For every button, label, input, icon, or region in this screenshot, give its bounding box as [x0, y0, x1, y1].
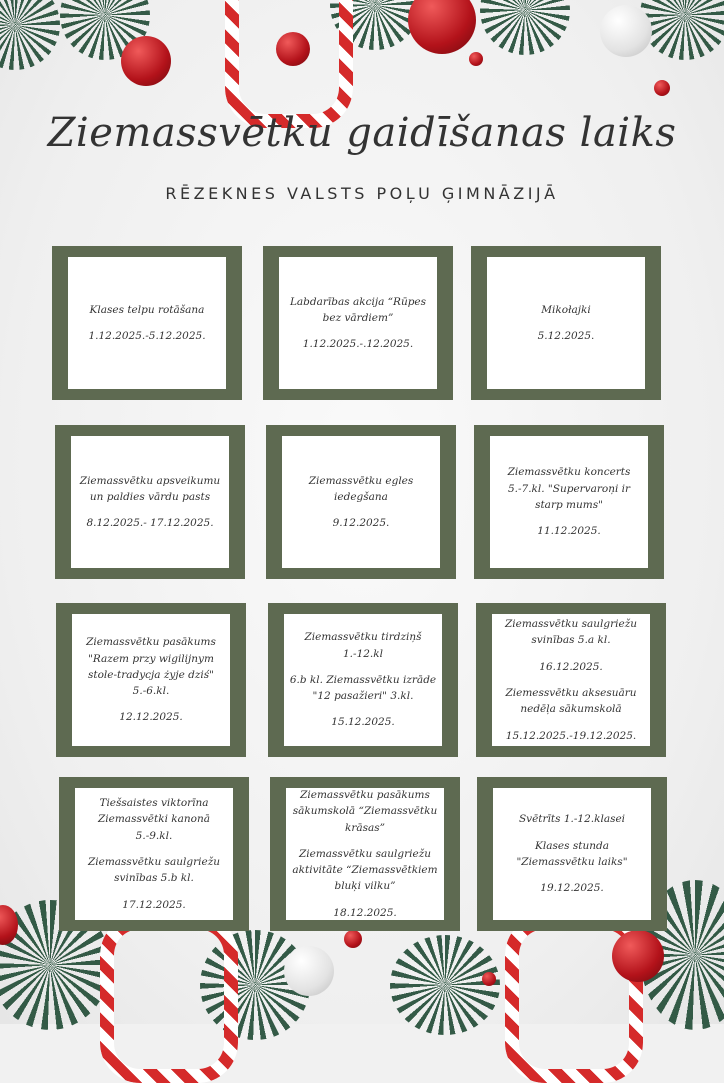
- event-description: Ziemassvētku pasākums sākumskolā “Ziemassvētku krāsas”: [292, 789, 438, 834]
- event-card: [476, 603, 666, 757]
- event-card: [52, 246, 242, 400]
- event-card-content: [72, 614, 230, 746]
- event-date: 19.12.2025.: [540, 882, 604, 895]
- event-card: [263, 246, 453, 400]
- ornament-icon: [612, 930, 664, 982]
- event-card: [266, 425, 456, 579]
- event-description: Ziemassvētku koncerts 5.-7.kl. "Supervaroņi ir starp mums": [507, 466, 631, 511]
- ornament-icon: [600, 5, 652, 57]
- event-card: [56, 603, 246, 757]
- event-card-content: [487, 257, 645, 389]
- event-date: 17.12.2025.: [122, 898, 186, 911]
- event-date: 5.12.2025.: [537, 330, 595, 342]
- event-description: Ziemassvētku tirdziņš 1.-12.kl: [304, 631, 422, 660]
- event-date: 11.12.2025.: [537, 525, 601, 538]
- school-name: RĒZEKNES VALSTS POĻU ĢIMNĀZIJĀ: [165, 184, 559, 203]
- event-description: Klases telpu rotāšana: [89, 303, 205, 316]
- event-card-content: [492, 614, 650, 746]
- event-date: 12.12.2025.: [119, 711, 183, 724]
- ornament-icon: [482, 972, 496, 986]
- ornament-icon: [121, 36, 171, 86]
- event-description: Mikołajki: [541, 303, 591, 316]
- event-description: Klases stunda "Ziemassvētku laiks": [516, 839, 628, 868]
- event-date: 8.12.2025.- 17.12.2025.: [86, 517, 214, 530]
- event-description: Ziemassvētku saulgriežu aktivitāte “Ziemassvētkiem bluķi vilku”: [292, 847, 438, 893]
- event-description: Ziemassvētku apsveikumu un paldies vārdu pasts: [79, 474, 221, 503]
- event-date: 6.b kl. Ziemassvētku izrāde "12 pasažieri" 3.kl.: [289, 673, 437, 703]
- event-card-content: [279, 257, 437, 389]
- event-card-content: [286, 788, 444, 920]
- event-date: 16.12.2025.: [539, 660, 603, 673]
- event-card-content: [493, 788, 651, 920]
- event-card-content: [68, 257, 226, 389]
- event-card: [471, 246, 661, 400]
- event-date: 15.12.2025.-19.12.2025.: [505, 729, 637, 742]
- pine-branch-icon: [390, 935, 500, 1035]
- event-description: Ziemassvētku saulgriežu svinības 5.a kl.: [504, 618, 638, 647]
- event-card: [268, 603, 458, 757]
- event-date: 1.12.2025.-.12.2025.: [302, 338, 414, 351]
- event-card-content: [75, 788, 233, 920]
- event-date: 9.12.2025.: [332, 517, 390, 530]
- event-card: [55, 425, 245, 579]
- event-date: 18.12.2025.: [333, 906, 397, 919]
- ornament-icon: [284, 946, 334, 996]
- event-description: Svētrīts 1.-12.klasei: [518, 813, 626, 826]
- event-card: [270, 777, 460, 931]
- event-card: [59, 777, 249, 931]
- event-description: Labdarības akcija “Rūpes bez vārdiem”: [289, 295, 427, 324]
- event-card-content: [284, 614, 442, 746]
- ornament-icon: [344, 930, 362, 948]
- candy-cane-icon: [100, 915, 238, 1083]
- event-description: Tiešsaistes viktorīna Ziemassvētki kanonā 5.-9.kl.: [97, 797, 210, 842]
- event-card: [477, 777, 667, 931]
- ornament-icon: [654, 80, 670, 96]
- event-description: Ziemassvētku pasākums "Razem przy wigilijnym stole-tradycja żyje dziś" 5.-6.kl.: [86, 636, 216, 698]
- event-card-content: [282, 436, 440, 568]
- ornament-icon: [469, 52, 483, 66]
- event-description: Ziemassvētku egles iedegšana: [308, 474, 414, 503]
- event-date: 15.12.2025.: [331, 716, 395, 729]
- event-description: Ziemessvētku aksesuāru nedēļa sākumskolā: [505, 687, 637, 716]
- event-card: [474, 425, 664, 579]
- event-card-content: [490, 436, 648, 568]
- event-description: Ziemassvētku saulgriežu svinības 5.b kl.: [87, 856, 221, 885]
- event-date: 1.12.2025.-5.12.2025.: [88, 330, 206, 342]
- event-card-content: [71, 436, 229, 568]
- page-title: Ziemassvētku gaidīšanas laiks: [47, 110, 677, 156]
- ornament-icon: [276, 32, 310, 66]
